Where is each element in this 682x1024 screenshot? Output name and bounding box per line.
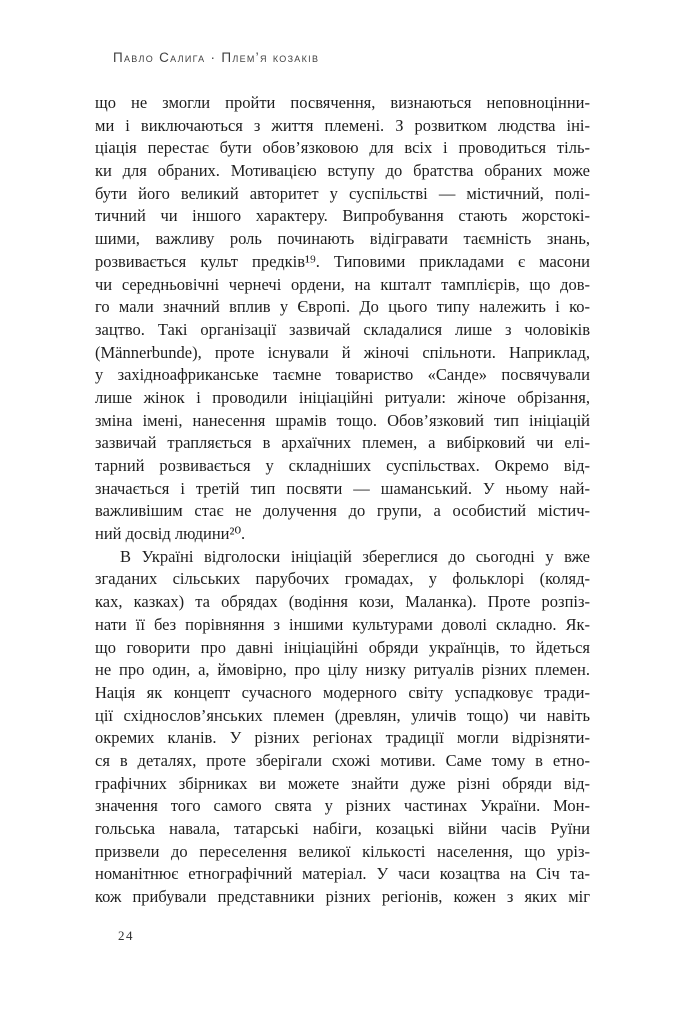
text-line: ми і виключаються з життя племені. З розвитком людства іні- <box>95 115 590 135</box>
text-line: Нація як концепт сучасного модерного світу успадковує тради- <box>95 682 590 702</box>
text-line: важливішим стає не долучення до групи, а особистий містич- <box>95 501 590 521</box>
text-line: ний досвід людини²⁰. <box>95 524 246 544</box>
text-line: згаданих сільських парубочих громадах, у фольклорі (коляд- <box>95 569 590 589</box>
text-line: нати її без порівняння з іншими культурами доволі складно. Як- <box>95 614 590 634</box>
text-line: що говорити про давні ініціаційні обряди українців, то йдеться <box>95 637 590 657</box>
text-line: ціація перестає бути обов’язковою для всіх і проводиться тіль- <box>95 138 590 158</box>
text-line: гольська навала, татарські набіги, козацькі війни часів Руїни <box>95 819 590 838</box>
text-line: ках, казках) та обрядах (водіння кози, Маланка). Проте розпіз- <box>95 592 590 612</box>
page-number: 24 <box>118 928 134 943</box>
text-line: значення того самого свята у різних частинах України. Мон- <box>95 796 590 816</box>
text-line: зазвичай трапляється в архаїчних племен, а вибірковий чи елі- <box>95 433 590 453</box>
paragraph <box>95 92 590 546</box>
text-line: окремих кланів. У різних регіонах традиції могли відрізняти- <box>95 728 590 748</box>
text-line: бути його великий авторитет у суспільстві — містичний, полі- <box>95 183 590 203</box>
text-line: зацтво. Такі організації зазвичай складалися лише з чоловіків <box>95 319 590 339</box>
text-line: графічних збірниках ви можете знайти дуже різні обряди від- <box>95 773 590 793</box>
text-line: тарний розвивається у складніших суспільствах. Окремо від- <box>95 456 590 475</box>
text-line: у західноафриканське таємне товариство «Санде» посвячували <box>95 365 590 385</box>
text-line: кож прибували представники різних регіонів, кожен з яких міг <box>95 887 590 907</box>
text-line: значається і третій тип посвяти — шаманський. У ньому най- <box>95 478 590 498</box>
text-line: не про один, а, ймовірно, про цілу низку ритуалів різних племен. <box>95 660 590 680</box>
running-header: Павло Салига · Плем’я козаків <box>113 50 320 65</box>
paragraph <box>95 546 590 909</box>
text-line: (Männerbunde), проте існували й жіночі спільноти. Наприклад, <box>95 342 590 362</box>
text-line: чи середньовічні чернечі ордени, на кшталт тамплієрів, що дов- <box>95 274 590 294</box>
text-line: В Україні відголоски ініціацій збереглися до сьогодні у вже <box>120 546 590 566</box>
text-line: шими, важливу роль починають відігравати таємність знань, <box>95 229 590 249</box>
text-line: ся в деталях, проте зберігали схожі мотиви. Саме тому в етно- <box>95 750 590 770</box>
text-line: призвели до переселення великої кількості населення, що уріз- <box>95 841 590 861</box>
text-line: го мали значний вплив у Європі. До цього типу належить і ко- <box>95 297 590 317</box>
text-line: лише жінок і проводили ініціаційні ритуали: жіноче обрізання, <box>95 387 590 407</box>
text-line: тичний чи іншого характеру. Випробування стають жорстокі- <box>95 206 590 226</box>
text-line: ки для обраних. Мотивацією вступу до братства обраних може <box>95 161 590 181</box>
body-text <box>95 92 590 909</box>
text-line: розвивається культ предків¹⁹. Типовими прикладами є масони <box>95 251 590 271</box>
text-line: номанітнює етнографічний матеріал. У часи козацтва на Січ та- <box>95 864 590 884</box>
text-line: ції східнослов’янських племен (древлян, уличів тощо) чи навіть <box>95 705 590 725</box>
text-line: зміна імені, нанесення шрамів тощо. Обов’язковий тип ініціацій <box>95 410 590 430</box>
text-line: що не змогли пройти посвячення, визнаються неповноцінни- <box>95 93 590 112</box>
